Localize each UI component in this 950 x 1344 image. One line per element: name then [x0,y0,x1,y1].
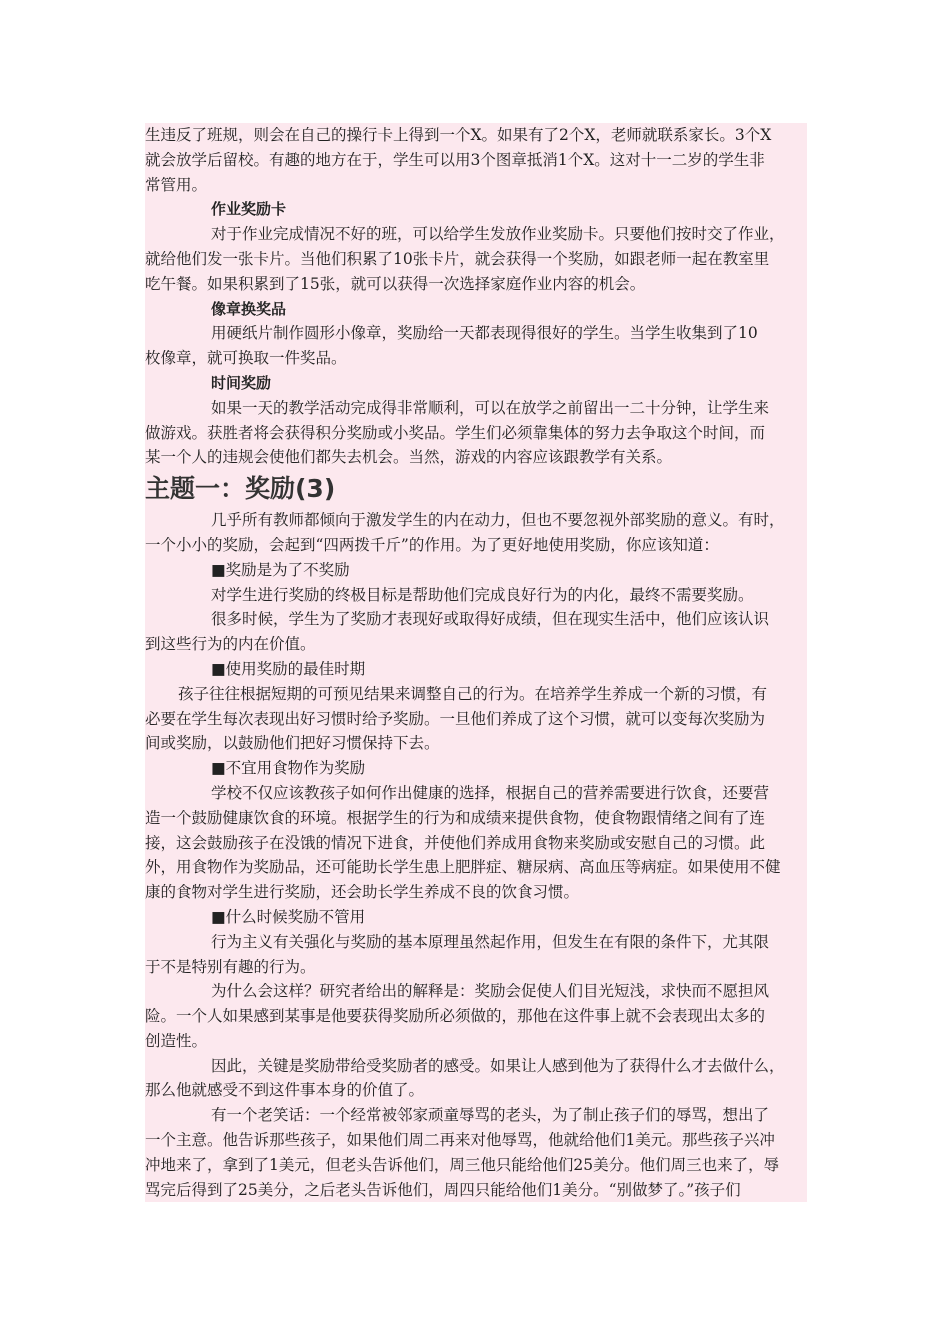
paragraph-line: 做游戏。获胜者将会获得积分奖励或小奖品。学生们必须靠集体的努力去争取这个时间，而 [145,421,807,446]
paragraph-line: 康的食物对学生进行奖励，还会助长学生养成不良的饮食习惯。 [145,880,807,905]
paragraph-line: 很多时候，学生为了奖励才表现好或取得好成绩，但在现实生活中，他们应该认识 [145,607,807,632]
section-heading: 主题一：奖励(3) [145,470,807,508]
paragraph-line: 对学生进行奖励的终极目标是帮助他们完成良好行为的内化，最终不需要奖励。 [145,583,807,608]
paragraph-line: 如果一天的教学活动完成得非常顺利，可以在放学之前留出一二十分钟，让学生来 [145,396,807,421]
paragraph-line: 常管用。 [145,173,807,198]
subheading-badge-prize: 像章换奖品 [145,297,807,322]
paragraph-line: 某一个人的违规会使他们都失去机会。当然，游戏的内容应该跟教学有关系。 [145,445,807,470]
paragraph-line: 对于作业完成情况不好的班，可以给学生发放作业奖励卡。只要他们按时交了作业， [145,222,807,247]
paragraph-line: 一个小小的奖励，会起到“四两拨千斤”的作用。为了更好地使用奖励，你应该知道： [145,533,807,558]
paragraph-line: 造一个鼓励健康饮食的环境。根据学生的行为和成绩来提供食物，使食物跟情绪之间有了连 [145,806,807,831]
paragraph-line: 那么他就感受不到这件事本身的价值了。 [145,1078,807,1103]
document-body [145,123,807,1202]
paragraph-line: 因此，关键是奖励带给受奖励者的感受。如果让人感到他为了获得什么才去做什么， [145,1054,807,1079]
paragraph-line: 于不是特别有趣的行为。 [145,955,807,980]
bullet-heading: ■奖励是为了不奖励 [145,558,807,583]
paragraph-line: 间或奖励，以鼓励他们把好习惯保持下去。 [145,731,807,756]
paragraph-line: 吃午餐。如果积累到了15张，就可以获得一次选择家庭作业内容的机会。 [145,272,807,297]
paragraph-line: 孩子往往根据短期的可预见结果来调整自己的行为。在培养学生养成一个新的习惯，有 [145,682,807,707]
subheading-homework-card: 作业奖励卡 [145,197,807,222]
subheading-time-reward: 时间奖励 [145,371,807,396]
paragraph-line: 创造性。 [145,1029,807,1054]
paragraph-line: 行为主义有关强化与奖励的基本原理虽然起作用，但发生在有限的条件下，尤其限 [145,930,807,955]
paragraph-line: 就给他们发一张卡片。当他们积累了10张卡片，就会获得一个奖励，如跟老师一起在教室里 [145,247,807,272]
paragraph-line: 接，这会鼓励孩子在没饿的情况下进食，并使他们养成用食物来奖励或安慰自己的习惯。此 [145,831,807,856]
paragraph-line: 冲地来了，拿到了1美元，但老头告诉他们，周三他只能给他们25美分。他们周三也来了，辱 [145,1153,807,1178]
paragraph-line: 骂完后得到了25美分，之后老头告诉他们，周四只能给他们1美分。“别做梦了。”孩子们 [145,1178,807,1203]
bullet-heading: ■什么时候奖励不管用 [145,905,807,930]
paragraph-line: 险。一个人如果感到某事是他要获得奖励所必须做的，那他在这件事上就不会表现出太多的 [145,1004,807,1029]
paragraph-line: 几乎所有教师都倾向于激发学生的内在动力，但也不要忽视外部奖励的意义。有时， [145,508,807,533]
paragraph-line: 有一个老笑话：一个经常被邻家顽童辱骂的老头，为了制止孩子们的辱骂，想出了 [145,1103,807,1128]
paragraph-line: 用硬纸片制作圆形小像章，奖励给一天都表现得很好的学生。当学生收集到了10 [145,321,807,346]
bullet-heading: ■使用奖励的最佳时期 [145,657,807,682]
paragraph-line: 到这些行为的内在价值。 [145,632,807,657]
paragraph-line: 就会放学后留校。有趣的地方在于，学生可以用3个图章抵消1个X。这对十一二岁的学生非 [145,148,807,173]
paragraph-line: 一个主意。他告诉那些孩子，如果他们周二再来对他辱骂，他就给他们1美元。那些孩子兴冲 [145,1128,807,1153]
paragraph-line: 枚像章，就可换取一件奖品。 [145,346,807,371]
bullet-heading: ■不宜用食物作为奖励 [145,756,807,781]
paragraph-line: 外，用食物作为奖励品，还可能助长学生患上肥胖症、糖尿病、高血压等病症。如果使用不健 [145,855,807,880]
paragraph-line: 为什么会这样？研究者给出的解释是：奖励会促使人们目光短浅，求快而不愿担风 [145,979,807,1004]
paragraph-line: 学校不仅应该教孩子如何作出健康的选择，根据自己的营养需要进行饮食，还要营 [145,781,807,806]
paragraph-line: 生违反了班规，则会在自己的操行卡上得到一个X。如果有了2个X，老师就联系家长。3个X [145,123,807,148]
paragraph-line: 必要在学生每次表现出好习惯时给予奖励。一旦他们养成了这个习惯，就可以变每次奖励为 [145,707,807,732]
